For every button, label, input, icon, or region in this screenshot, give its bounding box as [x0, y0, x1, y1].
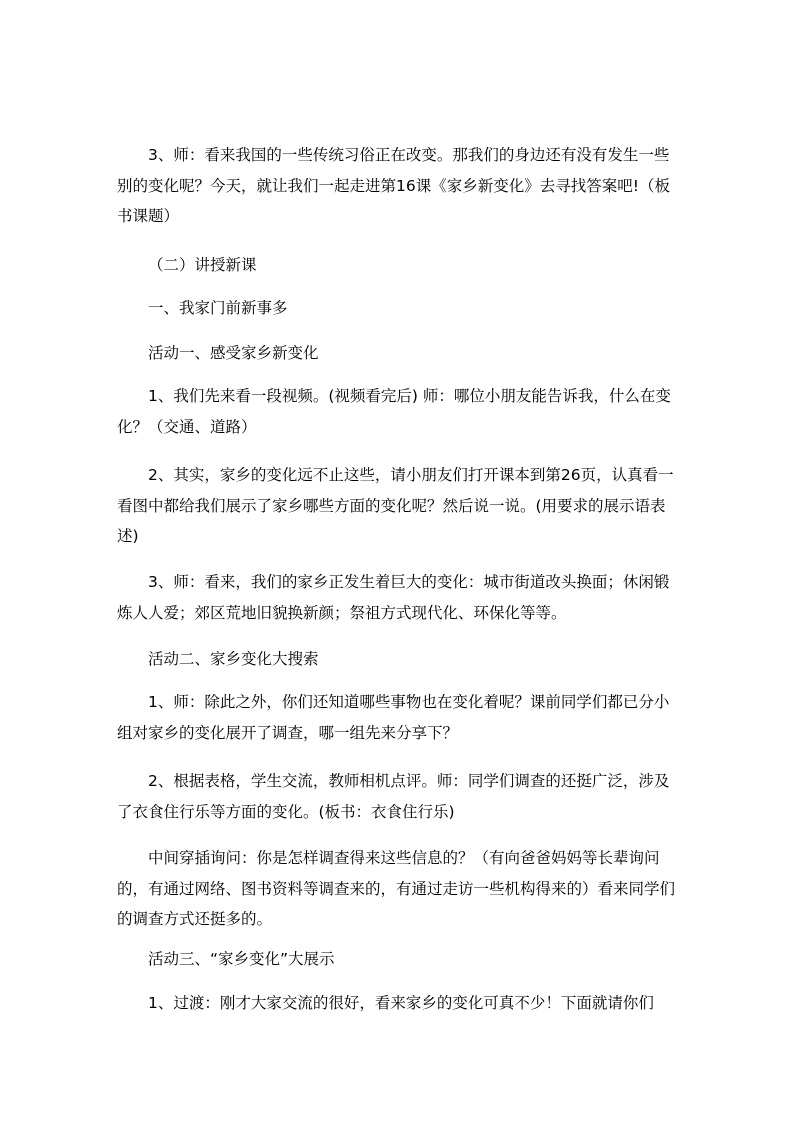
section-heading-new-lesson: （二）讲授新课 [148, 256, 257, 274]
activity-heading-one: 活动一、感受家乡新变化 [148, 344, 319, 362]
activity-heading-three: 活动三、“家乡变化”大展示 [148, 950, 335, 968]
paragraph-great-changes: 3、师：看来，我们的家乡正发生着巨大的变化：城市街道改头换面；休闲锻炼人人爱；郊区荒地旧貌换新颜；祭祖方式现代化、环保化等等。 [117, 573, 670, 622]
paragraph-survey-share: 1、师：除此之外，你们还知道哪些事物也在变化着呢？课前同学们都已分小组对家乡的变化展开了调查，哪一组先来分享下？ [117, 693, 670, 742]
paragraph-table-exchange: 2、根据表格，学生交流，教师相机点评。师：同学们调查的还挺广泛，涉及了衣食住行乐等方面的变化。(板书：衣食住行乐) [117, 772, 670, 821]
paragraph-inquiry: 中间穿插询问：你是怎样调查得来这些信息的？（有向爸爸妈妈等长辈询问的，有通过网络、图书资料等调查来的，有通过走访一些机构得来的）看来同学们的调查方式还挺多的。 [117, 849, 676, 928]
paragraph-teacher-intro: 3、师：看来我国的一些传统习俗正在改变。那我们的身边还有没有发生一些别的变化呢？今天，就让我们一起走进第16课《家乡新变化》去寻找答案吧!（板书课题） [117, 146, 670, 225]
activity-heading-two: 活动二、家乡变化大搜索 [148, 650, 319, 668]
paragraph-video: 1、我们先来看一段视频。(视频看完后) 师：哪位小朋友能告诉我，什么在变化？（交通、道路） [117, 387, 671, 436]
paragraph-textbook: 2、其实，家乡的变化远不止这些，请小朋友们打开课本到第26页，认真看一看图中都给我们展示了家乡哪些方面的变化呢？然后说一说。(用要求的展示语表述) [117, 466, 674, 545]
subsection-heading-my-doorstep: 一、我家门前新事多 [148, 299, 288, 317]
paragraph-transition: 1、过渡：刚才大家交流的很好，看来家乡的变化可真不少！下面就请你们 [148, 994, 654, 1012]
